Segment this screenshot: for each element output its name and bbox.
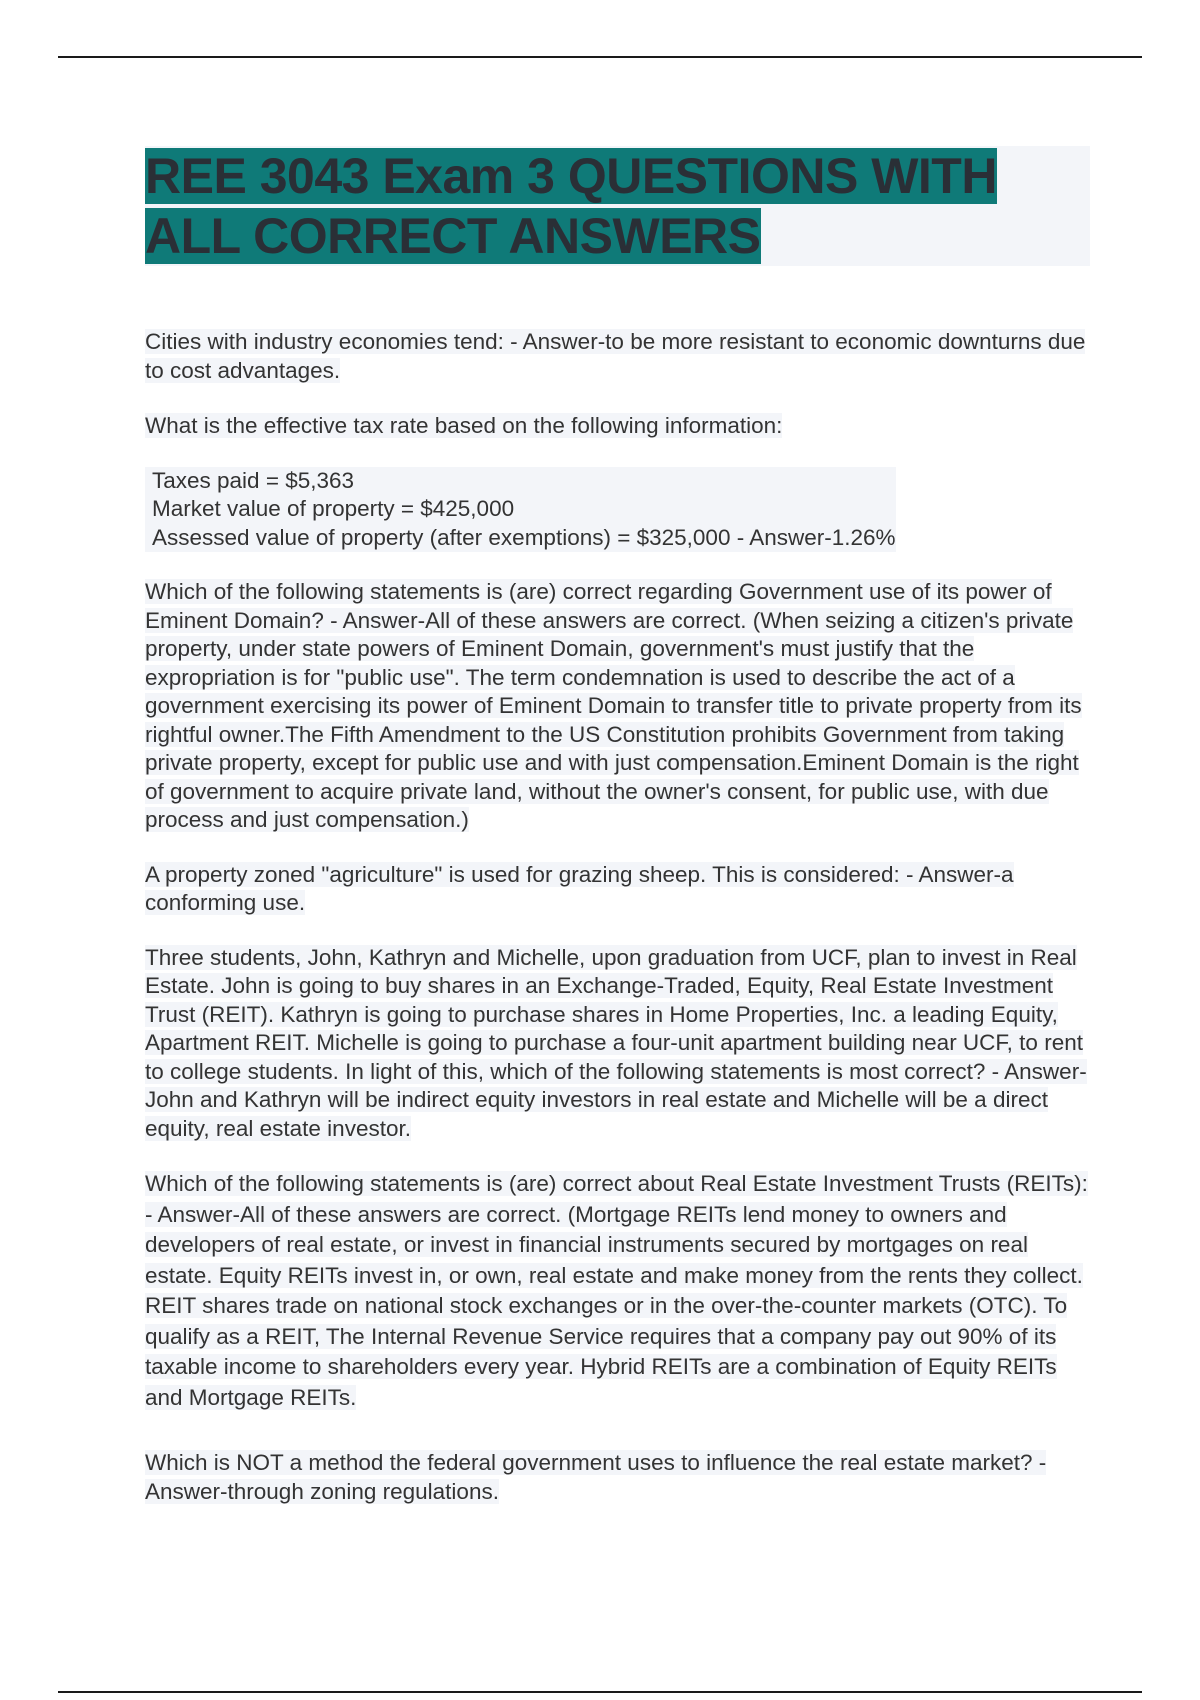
qa-item-tax-rate-question: What is the effective tax rate based on the following information: [145, 413, 783, 438]
tax-data-block [145, 467, 896, 553]
bottom-rule [58, 1691, 1142, 1693]
taxes-paid-line: Taxes paid = $5,363 [152, 467, 355, 493]
document-body [145, 328, 1090, 1506]
qa-item-zoning-agriculture: A property zoned "agriculture" is used for grazing sheep. This is considered: - Answer-a conforming use. [145, 861, 1014, 915]
title-block [145, 146, 1090, 266]
qa-item-federal-government: Which is NOT a method the federal government uses to influence the real estate market? - Answer-through zoning regulations. [145, 1450, 1047, 1504]
qa-item-reits: Which of the following statements is (are) correct about Real Estate Investment Trusts (REITs): - Answer-All of these answers are correct. (Mortgage REITs lend money to owners and developers of real estate, or invest in financial instruments secured by mortgages on real estate. Equity REITs invest in, or own, real estate and make money from the rents they collect. REIT shares trade on national stock exchanges or in the over-the-counter markets (OTC). To qualify as a REIT, The Internal Revenue Service requires that a company pay out 90% of its taxable income to shareholders every year. Hybrid REITs are a combination of Equity REITs and Mortgage REITs. [145, 1171, 1088, 1410]
qa-item-cities: Cities with industry economies tend: - Answer-to be more resistant to economic downturns due to cost advantages. [145, 329, 1086, 383]
qa-item-eminent-domain: Which of the following statements is (are) correct regarding Government use of its power of Eminent Domain? - Answer-All of these answers are correct. (When seizing a citizen's private property, under state powers of Eminent Domain, government's must justify that the expropriation is for "public use". The term condemnation is used to describe the act of a government exercising its power of Eminent Domain to transfer title to private property from its rightful owner.The Fifth Amendment to the US Constitution prohibits Government from taking private property, except for public use and with just compensation.Eminent Domain is the right of government to acquire private land, without the owner's consent, for public use, with due process and just compensation.) [145, 579, 1082, 832]
assessed-value-line: Assessed value of property (after exemptions) = $325,000 - Answer-1.26% [152, 524, 896, 550]
top-rule [58, 56, 1142, 58]
market-value-line: Market value of property = $425,000 [152, 496, 515, 521]
document-title: REE 3043 Exam 3 QUESTIONS WITH ALL CORRECT ANSWERS [145, 148, 997, 264]
qa-item-three-students: Three students, John, Kathryn and Michelle, upon graduation from UCF, plan to invest in Real Estate. John is going to buy shares in an Exchange-Traded, Equity, Real Estate Investment Trust (REIT). Kathryn is going to purchase shares in Home Properties, Inc. a leading Equity, Apartment REIT. Michelle is going to purchase a four-unit apartment building near UCF, to rent to college students. In light of this, which of the following statements is most correct? - Answer-John and Kathryn will be indirect equity investors in real estate and Michelle will be a direct equity, real estate investor. [145, 944, 1087, 1141]
